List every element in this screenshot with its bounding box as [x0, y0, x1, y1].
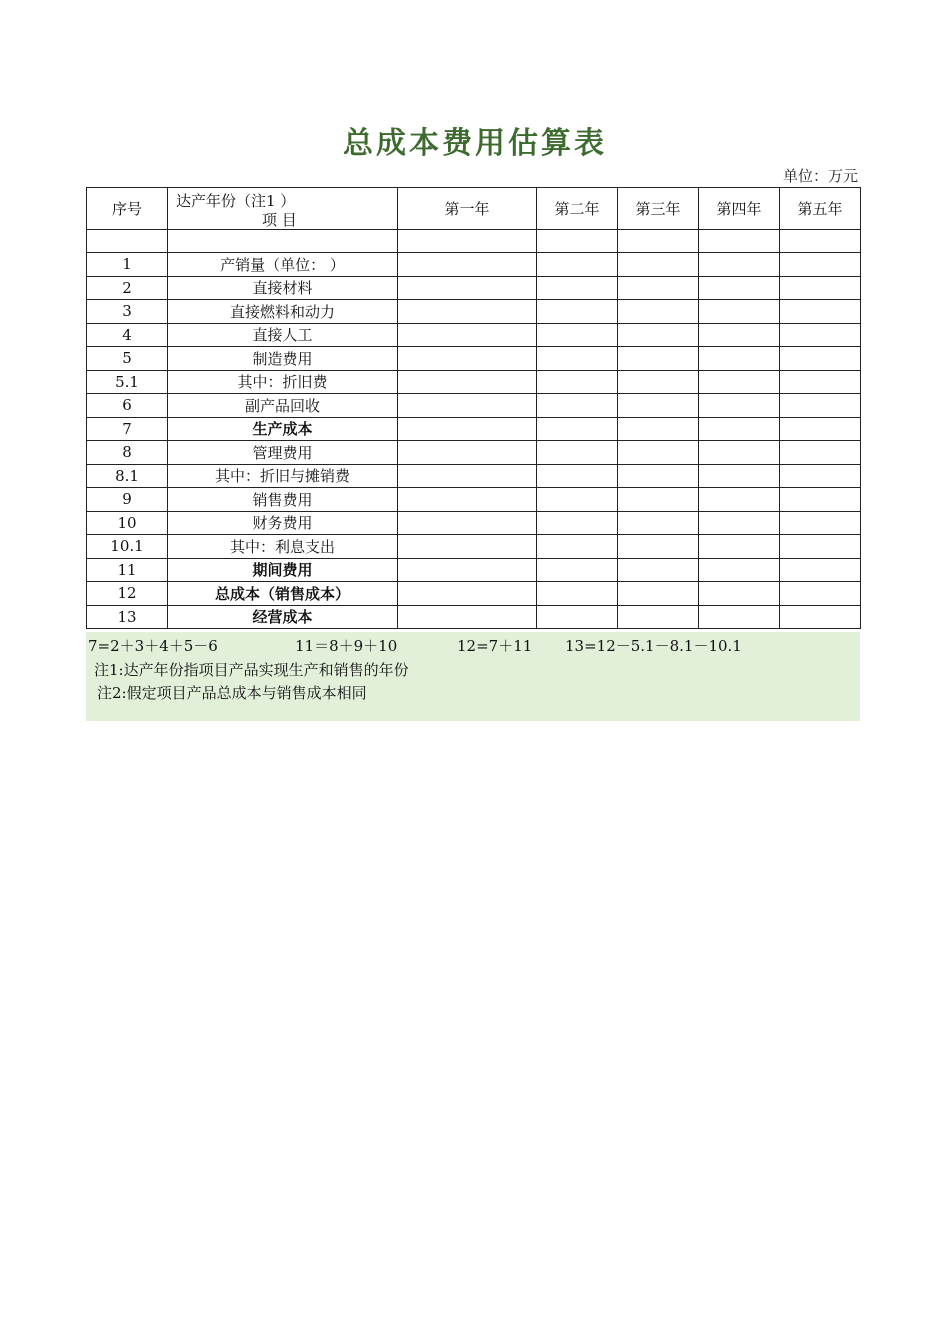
value-cell[interactable] [780, 464, 861, 488]
row-number: 3 [87, 300, 168, 324]
table-cell[interactable] [618, 230, 699, 253]
value-cell[interactable] [537, 323, 618, 347]
table-row [87, 464, 861, 488]
row-number: 10.1 [87, 535, 168, 559]
table-cell[interactable] [537, 230, 618, 253]
row-number: 13 [87, 605, 168, 629]
value-cell[interactable] [780, 511, 861, 535]
header-item-year-label: 达产年份（注1 ） [176, 192, 296, 210]
value-cell[interactable] [537, 511, 618, 535]
formula-12: 12=7＋11 [457, 637, 533, 655]
value-cell[interactable] [780, 323, 861, 347]
row-number: 7 [87, 417, 168, 441]
value-cell[interactable] [537, 582, 618, 606]
value-cell[interactable] [780, 441, 861, 465]
table-row [87, 488, 861, 512]
value-cell[interactable] [398, 323, 537, 347]
value-cell[interactable] [699, 488, 780, 512]
table-row [87, 511, 861, 535]
value-cell[interactable] [699, 464, 780, 488]
value-cell[interactable] [398, 347, 537, 371]
value-cell[interactable] [618, 582, 699, 606]
value-cell[interactable] [618, 300, 699, 324]
value-cell[interactable] [618, 370, 699, 394]
value-cell[interactable] [618, 488, 699, 512]
value-cell[interactable] [618, 441, 699, 465]
value-cell[interactable] [537, 347, 618, 371]
value-cell[interactable] [699, 300, 780, 324]
value-cell[interactable] [780, 535, 861, 559]
value-cell[interactable] [780, 347, 861, 371]
table-row [87, 323, 861, 347]
row-number: 12 [87, 582, 168, 606]
value-cell[interactable] [699, 323, 780, 347]
value-cell[interactable] [780, 417, 861, 441]
row-item: 其中：折旧费 [168, 370, 398, 394]
value-cell[interactable] [398, 300, 537, 324]
value-cell[interactable] [537, 558, 618, 582]
table-cell[interactable] [87, 230, 168, 253]
table-row [87, 417, 861, 441]
table-cell[interactable] [398, 230, 537, 253]
table-row [87, 394, 861, 418]
header-year-2: 第二年 [537, 188, 618, 230]
note-1: 注1:达产年份指项目产品实现生产和销售的年份 [94, 661, 409, 679]
table-row [87, 253, 861, 277]
value-cell[interactable] [780, 582, 861, 606]
value-cell[interactable] [537, 300, 618, 324]
value-cell[interactable] [699, 370, 780, 394]
row-number: 5 [87, 347, 168, 371]
value-cell[interactable] [699, 276, 780, 300]
row-item: 直接人工 [168, 323, 398, 347]
row-item: 直接材料 [168, 276, 398, 300]
value-cell[interactable] [780, 300, 861, 324]
value-cell[interactable] [780, 370, 861, 394]
value-cell[interactable] [699, 605, 780, 629]
row-number: 4 [87, 323, 168, 347]
value-cell[interactable] [618, 511, 699, 535]
formula-11: 11＝8＋9＋10 [295, 637, 398, 655]
value-cell[interactable] [537, 276, 618, 300]
header-seq: 序号 [87, 188, 168, 230]
value-cell[interactable] [699, 253, 780, 277]
value-cell[interactable] [780, 394, 861, 418]
row-number: 11 [87, 558, 168, 582]
page-title: 总成本费用估算表 [343, 126, 607, 161]
value-cell[interactable] [398, 464, 537, 488]
row-item: 生产成本 [168, 417, 398, 441]
row-number: 9 [87, 488, 168, 512]
value-cell[interactable] [537, 370, 618, 394]
table-row [87, 347, 861, 371]
value-cell[interactable] [398, 582, 537, 606]
notes-panel [86, 632, 860, 721]
row-item: 副产品回收 [168, 394, 398, 418]
value-cell[interactable] [699, 441, 780, 465]
value-cell[interactable] [537, 394, 618, 418]
blank-row [87, 230, 861, 253]
table-row [87, 535, 861, 559]
value-cell[interactable] [398, 417, 537, 441]
row-number: 8 [87, 441, 168, 465]
value-cell[interactable] [398, 441, 537, 465]
value-cell[interactable] [780, 276, 861, 300]
row-number: 2 [87, 276, 168, 300]
value-cell[interactable] [618, 558, 699, 582]
row-number: 8.1 [87, 464, 168, 488]
table-row [87, 370, 861, 394]
table-row [87, 300, 861, 324]
value-cell[interactable] [699, 417, 780, 441]
value-cell[interactable] [618, 464, 699, 488]
row-number: 5.1 [87, 370, 168, 394]
table-cell[interactable] [699, 230, 780, 253]
row-item: 总成本（销售成本） [168, 582, 398, 606]
header-year-1: 第一年 [398, 188, 537, 230]
value-cell[interactable] [618, 347, 699, 371]
value-cell[interactable] [398, 370, 537, 394]
value-cell[interactable] [537, 535, 618, 559]
header-year-4: 第四年 [699, 188, 780, 230]
row-item: 经营成本 [168, 605, 398, 629]
header-row [87, 188, 861, 230]
table-row [87, 441, 861, 465]
value-cell[interactable] [618, 394, 699, 418]
value-cell[interactable] [780, 488, 861, 512]
value-cell[interactable] [618, 253, 699, 277]
header-item [168, 188, 398, 230]
value-cell[interactable] [398, 511, 537, 535]
value-cell[interactable] [699, 535, 780, 559]
row-number: 1 [87, 253, 168, 277]
row-item: 制造费用 [168, 347, 398, 371]
cost-estimate-table [86, 187, 861, 629]
value-cell[interactable] [537, 441, 618, 465]
note-2: 注2:假定项目产品总成本与销售成本相同 [97, 684, 367, 702]
value-cell[interactable] [398, 276, 537, 300]
row-item: 期间费用 [168, 558, 398, 582]
value-cell[interactable] [398, 488, 537, 512]
value-cell[interactable] [398, 394, 537, 418]
formula-13: 13=12－5.1－8.1－10.1 [565, 637, 742, 655]
row-item: 直接燃料和动力 [168, 300, 398, 324]
value-cell[interactable] [699, 511, 780, 535]
row-item: 销售费用 [168, 488, 398, 512]
value-cell[interactable] [618, 323, 699, 347]
row-item: 其中：利息支出 [168, 535, 398, 559]
value-cell[interactable] [699, 558, 780, 582]
value-cell[interactable] [537, 464, 618, 488]
table-row [87, 558, 861, 582]
header-item-label: 项 目 [262, 211, 297, 229]
value-cell[interactable] [699, 347, 780, 371]
row-item: 财务费用 [168, 511, 398, 535]
value-cell[interactable] [398, 535, 537, 559]
table-cell[interactable] [780, 230, 861, 253]
value-cell[interactable] [618, 605, 699, 629]
table-row [87, 605, 861, 629]
row-item: 产销量（单位： ） [168, 253, 398, 277]
value-cell[interactable] [780, 253, 861, 277]
value-cell[interactable] [618, 417, 699, 441]
value-cell[interactable] [699, 394, 780, 418]
table-row [87, 582, 861, 606]
value-cell[interactable] [537, 417, 618, 441]
formula-7: 7=2＋3＋4＋5－6 [88, 637, 218, 655]
value-cell[interactable] [537, 253, 618, 277]
value-cell[interactable] [398, 605, 537, 629]
value-cell[interactable] [699, 582, 780, 606]
header-year-3: 第三年 [618, 188, 699, 230]
unit-label: 单位：万元 [782, 167, 858, 185]
header-year-5: 第五年 [780, 188, 861, 230]
row-item: 管理费用 [168, 441, 398, 465]
row-item: 其中：折旧与摊销费 [168, 464, 398, 488]
value-cell[interactable] [537, 605, 618, 629]
row-number: 10 [87, 511, 168, 535]
value-cell[interactable] [618, 276, 699, 300]
table-row [87, 276, 861, 300]
value-cell[interactable] [398, 558, 537, 582]
value-cell[interactable] [780, 558, 861, 582]
value-cell[interactable] [537, 488, 618, 512]
value-cell[interactable] [618, 535, 699, 559]
value-cell[interactable] [398, 253, 537, 277]
table-cell[interactable] [168, 230, 398, 253]
value-cell[interactable] [780, 605, 861, 629]
row-number: 6 [87, 394, 168, 418]
